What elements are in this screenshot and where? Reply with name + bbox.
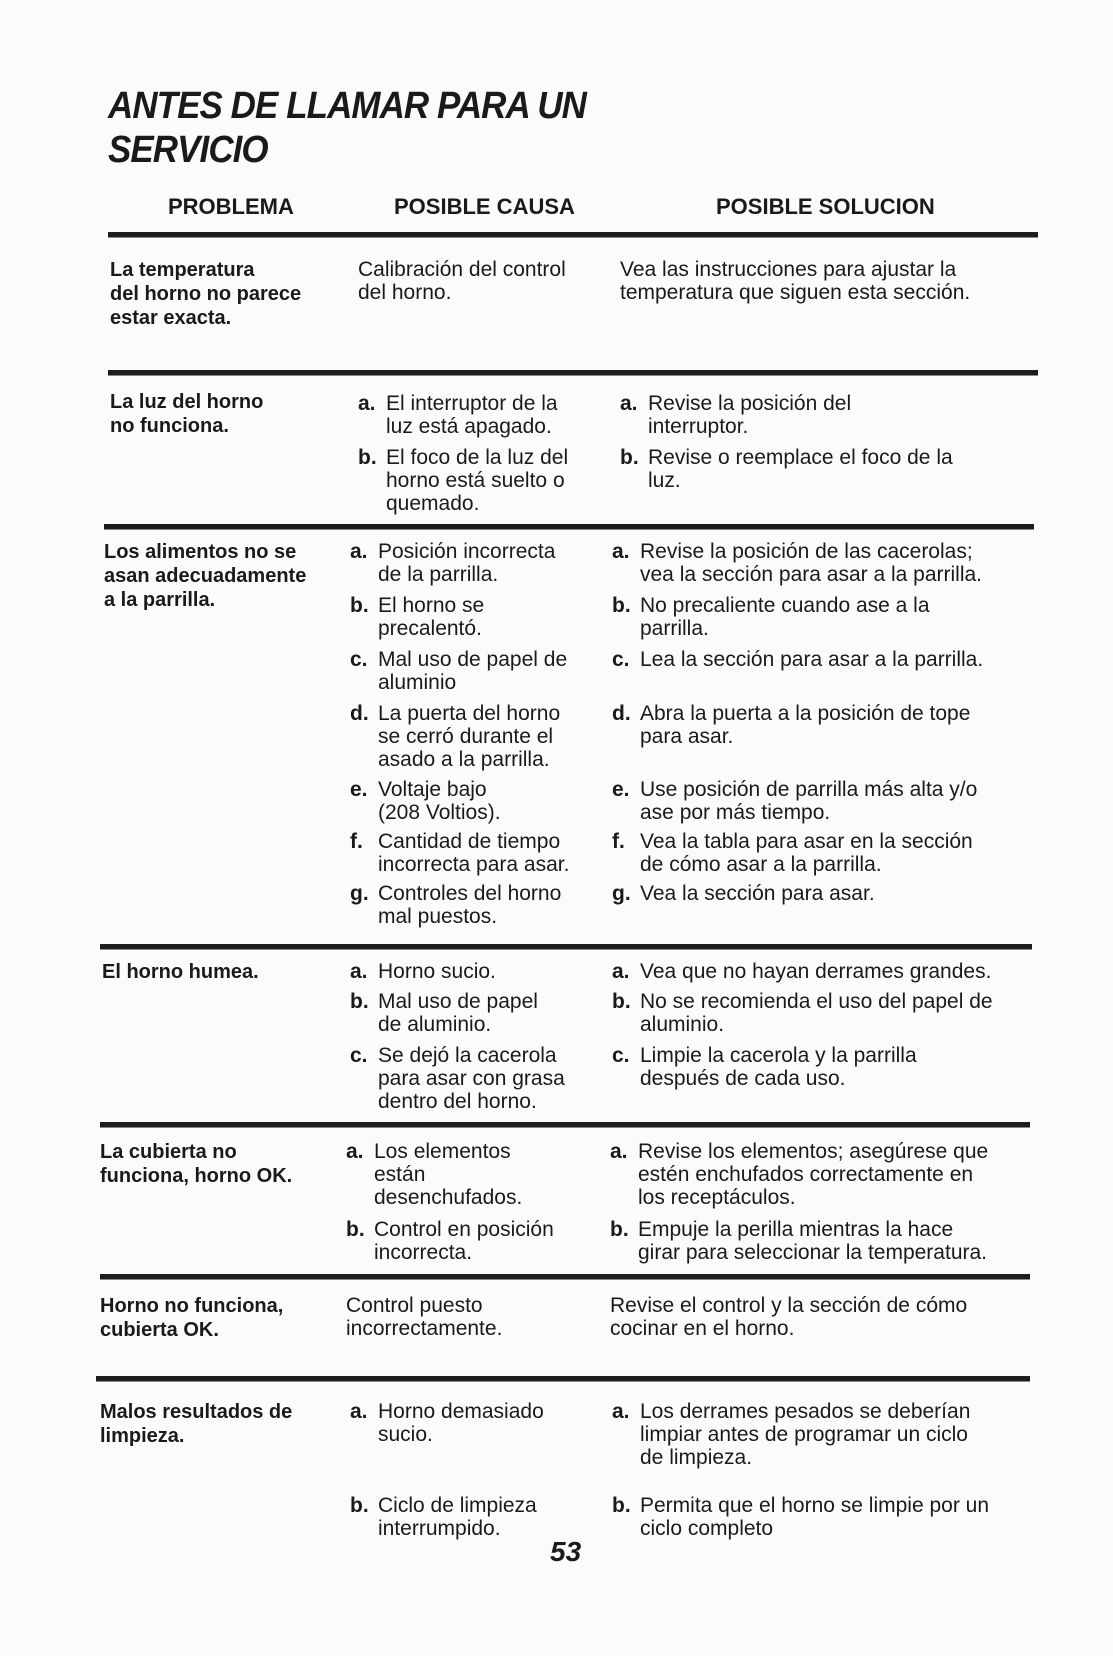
header-cause: POSIBLE CAUSA [394,194,575,219]
item-letter: b. [620,446,639,469]
cause-text: Mal uso de papel de aluminio. [378,990,538,1036]
cause-text: Calibración del control del horno. [358,258,566,304]
page-title: ANTES DE LLAMAR PARA UN SERVICIO [108,85,586,171]
item-letter: c. [612,1044,630,1067]
cause-text: El foco de la luz del horno está suelto o quemado. [386,446,569,515]
solution-text: No se recomienda el uso del papel de aluminio. [640,990,993,1036]
solution-text: Vea las instrucciones para ajustar la temperatura que siguen esta sección. [620,258,971,304]
item-letter: g. [350,882,369,905]
cause-text: Ciclo de limpieza interrumpido. [378,1494,537,1540]
cause-item [350,1494,537,1540]
cause-item [350,702,560,771]
divider [108,232,1038,237]
item-letter: b. [612,1494,631,1517]
item-letter: c. [612,648,630,671]
header-problem: PROBLEMA [168,194,294,219]
solution-text: Revise o reemplace el foco de la luz. [648,446,953,492]
divider [104,524,1034,529]
solution-item [612,540,982,586]
item-letter: a. [612,540,630,563]
solution-item [612,830,973,876]
solution-item [612,594,930,640]
problem-text: La cubierta no funciona, horno OK. [100,1141,293,1187]
cause-item [350,540,555,586]
problem-text: La temperatura del horno no parece estar exacta. [110,259,302,329]
item-letter: a. [350,960,368,983]
cause-text: Voltaje bajo (208 Voltios). [378,778,501,824]
divider [100,1274,1030,1279]
solution-text: Revise los elementos; asegúrese que estén enchufados correctamente en los receptáculos. [638,1140,989,1209]
cause-item [350,778,501,824]
item-letter: b. [358,446,377,469]
problem-text: Horno no funciona, cubierta OK. [100,1295,284,1341]
cause-text: Posición incorrecta de la parrilla. [378,540,556,586]
solution-text: Vea la tabla para asar en la sección de cómo asar a la parrilla. [640,830,973,876]
cause-text: Horno demasiado sucio. [378,1400,544,1446]
solution-item [612,960,991,983]
solution-item [612,990,993,1036]
item-letter: c. [350,1044,368,1067]
item-letter: f. [612,830,625,853]
item-letter: e. [350,778,368,801]
cause-text: Cantidad de tiempo incorrecta para asar. [378,830,570,876]
item-letter: a. [612,1400,630,1423]
problem-text: El horno humea. [102,961,259,983]
solution-item [610,1218,987,1264]
solution-text: Empuje la perilla mientras la hace girar para seleccionar la temperatura. [638,1218,988,1264]
solution-item [612,882,875,905]
solution-text: Vea la sección para asar. [640,882,875,905]
solution-text: Permita que el horno se limpie por un ciclo completo [640,1494,990,1540]
cause-text: La puerta del horno se cerró durante el asado a la parrilla. [378,702,561,771]
cause-item [346,1218,554,1264]
solution-item [612,648,983,671]
cause-text: Mal uso de papel de aluminio [378,648,568,694]
item-letter: a. [620,392,638,415]
item-letter: b. [612,594,631,617]
cause-text: Horno sucio. [378,960,496,983]
cause-text: Se dejó la cacerola para asar con grasa dentro del horno. [378,1044,565,1113]
cause-item [350,990,538,1036]
item-letter: b. [350,990,369,1013]
solution-text: Limpie la cacerola y la parrilla después de cada uso. [640,1044,917,1090]
solution-item [612,1400,970,1469]
cause-text: Controles del horno mal puestos. [378,882,562,928]
problem-text: Malos resultados de limpieza. [100,1401,293,1447]
solution-item [612,1494,989,1540]
solution-text: Revise la posición de las cacerolas; vea la sección para asar a la parrilla. [640,540,983,586]
solution-item [610,1140,988,1209]
solution-text: Abra la puerta a la posición de tope para asar. [640,702,971,748]
cause-text: Control en posición incorrecta. [374,1218,554,1264]
cause-item [350,960,496,983]
item-letter: b. [346,1218,365,1241]
item-letter: f. [350,830,363,853]
cause-item [350,882,561,928]
divider [100,1122,1030,1127]
solution-item [612,702,970,748]
solution-item [612,778,977,824]
solution-text: Vea que no hayan derrames grandes. [640,960,992,983]
item-letter: b. [350,594,369,617]
cause-item [350,648,567,694]
item-letter: a. [358,392,376,415]
cause-item [350,594,484,640]
item-letter: d. [350,702,369,725]
cause-item [358,392,558,438]
cause-item [358,446,568,515]
page-number: 53 [550,1536,582,1567]
problem-text: La luz del horno no funciona. [110,391,264,437]
divider [108,370,1038,375]
header-solution: POSIBLE SOLUCION [716,194,935,219]
solution-text: Use posición de parrilla más alta y/o ase por más tiempo. [640,778,978,824]
cause-item [350,830,569,876]
item-letter: a. [350,540,368,563]
solution-item [620,392,851,438]
cause-text: El interruptor de la luz está apagado. [386,392,558,438]
item-letter: a. [346,1140,364,1163]
solution-text: Los derrames pesados se deberían limpiar antes de programar un ciclo de limpieza. [640,1400,971,1469]
item-letter: b. [610,1218,629,1241]
item-letter: b. [350,1494,369,1517]
item-letter: d. [612,702,631,725]
item-letter: a. [610,1140,628,1163]
cause-item [350,1400,544,1446]
divider [96,1376,1030,1381]
cause-text: Los elementos están desenchufados. [374,1140,523,1209]
solution-text: Revise la posición del interruptor. [648,392,852,438]
cause-item [350,1044,565,1113]
item-letter: c. [350,648,368,671]
cause-text: El horno se precalentó. [378,594,485,640]
cause-item [346,1140,522,1209]
divider [100,944,1032,949]
solution-text: No precaliente cuando ase a la parrilla. [640,594,930,640]
solution-text: Revise el control y la sección de cómo cocinar en el horno. [610,1294,968,1340]
item-letter: e. [612,778,630,801]
problem-text: Los alimentos no se asan adecuadamente a la parrilla. [104,541,307,611]
item-letter: a. [612,960,630,983]
cause-text: Control puesto incorrectamente. [346,1294,503,1340]
solution-item [612,1044,917,1090]
solution-text: Lea la sección para asar a la parrilla. [640,648,984,671]
item-letter: g. [612,882,631,905]
solution-item [620,446,953,492]
item-letter: b. [612,990,631,1013]
item-letter: a. [350,1400,368,1423]
